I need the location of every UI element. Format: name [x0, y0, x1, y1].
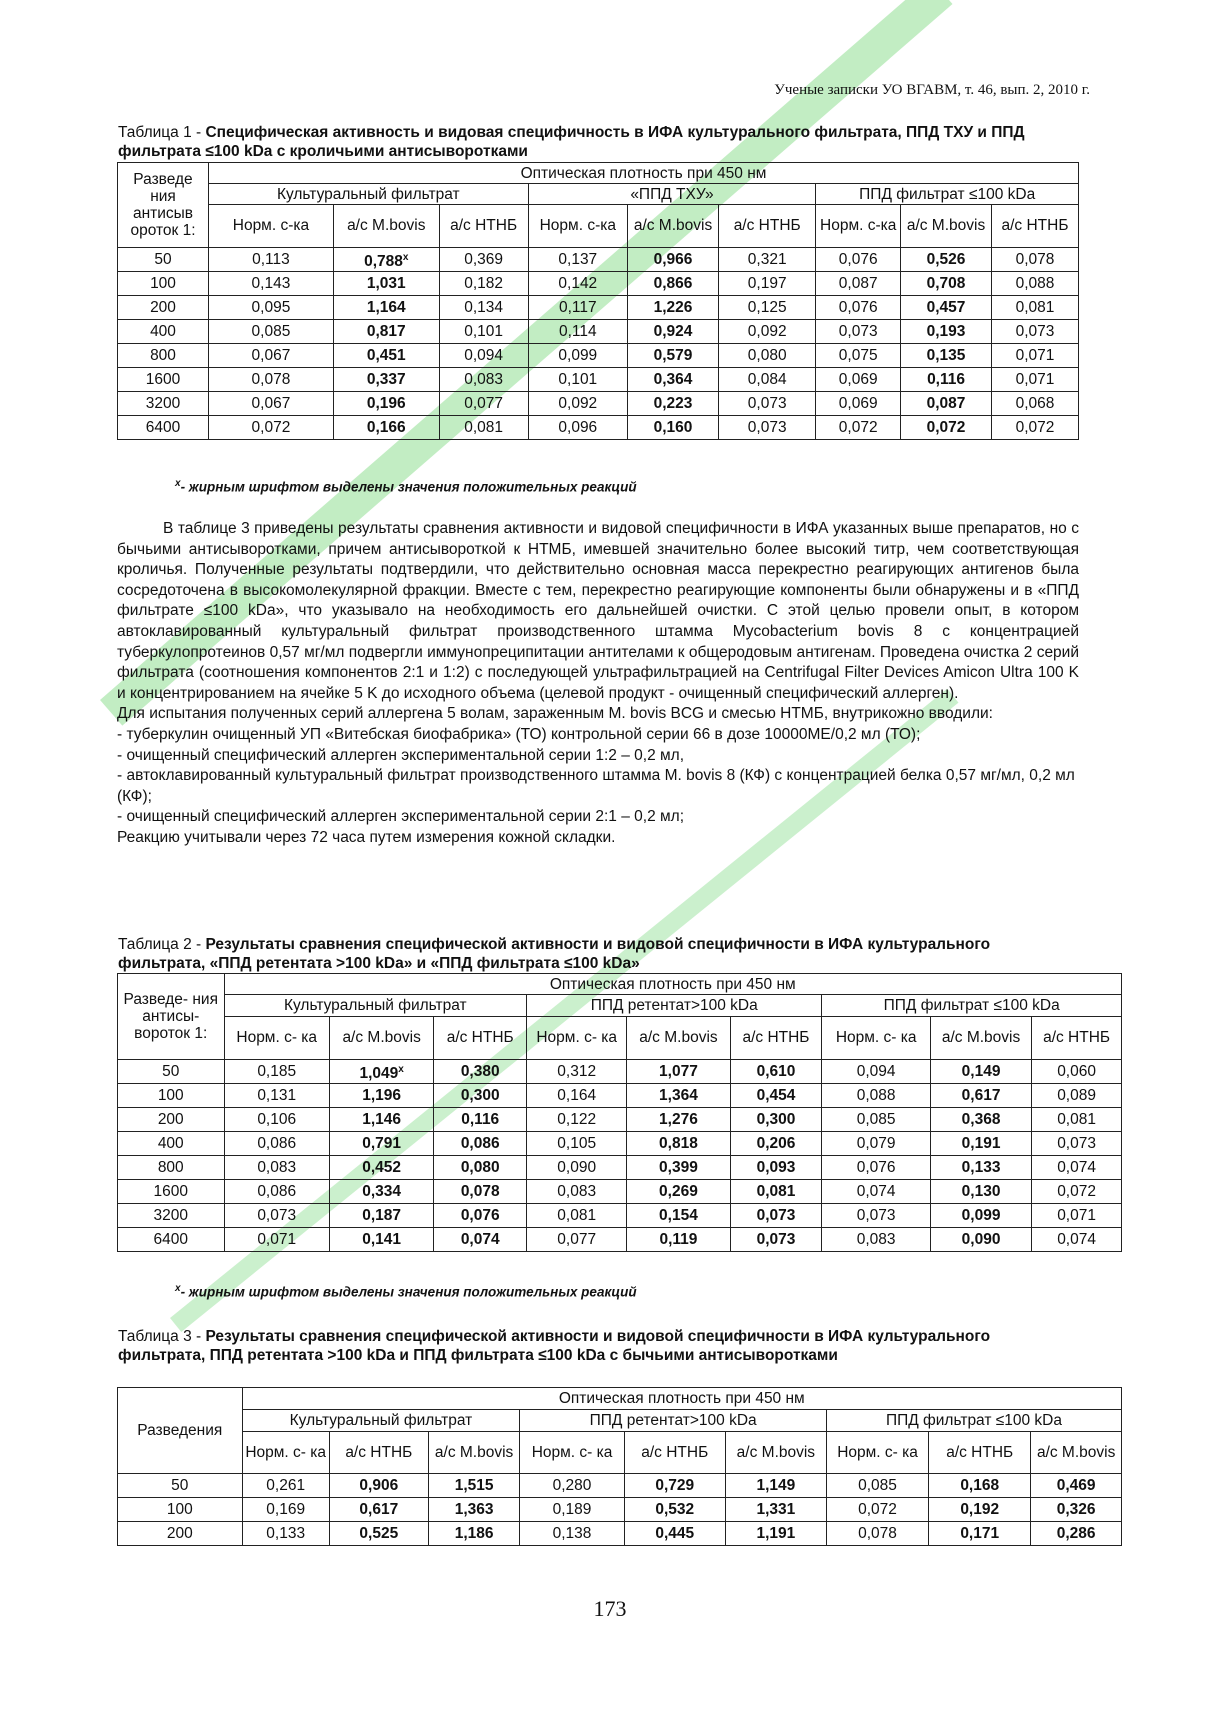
value-cell: 0,071 — [992, 368, 1079, 392]
value-cell: 0,197 — [719, 272, 816, 296]
dilution-cell: 200 — [118, 1108, 225, 1132]
value-cell: 0,817 — [333, 320, 439, 344]
value-cell: 0,154 — [627, 1204, 730, 1228]
value-cell: 0,300 — [434, 1084, 527, 1108]
value-cell: 0,076 — [822, 1156, 931, 1180]
value-cell: 0,171 — [929, 1522, 1031, 1546]
value-cell: 0,610 — [730, 1060, 822, 1084]
value-cell: 0,369 — [439, 248, 528, 272]
value-cell: 0,083 — [527, 1180, 627, 1204]
value-cell: 0,117 — [528, 296, 627, 320]
value-cell: 0,532 — [624, 1498, 725, 1522]
value-cell: 0,729 — [624, 1474, 725, 1498]
value-cell: 0,114 — [528, 320, 627, 344]
sub-header-cell: а/с НТНБ — [439, 205, 528, 248]
value-cell: 0,133 — [242, 1522, 329, 1546]
table-row — [118, 1522, 1122, 1546]
table-row — [118, 272, 1079, 296]
value-cell: 0,452 — [329, 1156, 433, 1180]
table-header-row — [118, 184, 1079, 205]
table2-caption: Таблица 2 - Результаты сравнения специфической активности и видовой специфичности в ИФА культурального фильтрата, «ППД ретентата >100 kDa» и «ППД фильтрата ≤100 kDa» — [118, 936, 991, 972]
dilution-cell: 200 — [118, 1522, 243, 1546]
group-header-cell: Культуральный фильтрат — [242, 1410, 520, 1432]
value-cell: 0,083 — [439, 368, 528, 392]
value-cell: 0,143 — [209, 272, 334, 296]
sub-header-cell: а/с НТНБ — [329, 1432, 428, 1474]
table-header-row — [118, 163, 1079, 184]
table1-footnote: $^x$- жирным шрифтом выделены значения положительных реакций — [175, 478, 637, 495]
value-cell: 0,080 — [434, 1156, 527, 1180]
group-header-cell: ППД фильтрат ≤100 kDa — [816, 184, 1079, 205]
value-cell: 0,269 — [627, 1180, 730, 1204]
value-cell: 0,090 — [930, 1228, 1031, 1252]
table-row — [118, 392, 1079, 416]
value-cell: 0,073 — [719, 416, 816, 440]
value-cell: 0,525 — [329, 1522, 428, 1546]
body-text — [117, 519, 1079, 849]
value-cell: 0,067 — [209, 344, 334, 368]
value-cell: 0,106 — [224, 1108, 329, 1132]
value-cell: 0,380 — [434, 1060, 527, 1084]
value-cell: 0,189 — [520, 1498, 624, 1522]
value-cell: 0,164 — [527, 1084, 627, 1108]
value-cell: 0,818 — [627, 1132, 730, 1156]
table3 — [117, 1387, 1122, 1546]
value-cell: 0,095 — [209, 296, 334, 320]
value-cell: 0,089 — [1032, 1084, 1122, 1108]
dilution-cell: 50 — [118, 1060, 225, 1084]
value-cell: 0,300 — [730, 1108, 822, 1132]
value-cell: 0,088 — [992, 272, 1079, 296]
value-cell: 0,187 — [329, 1204, 433, 1228]
table-row — [118, 416, 1079, 440]
sub-header-cell: а/с M.bovis — [628, 205, 719, 248]
value-cell: 0,079 — [822, 1132, 931, 1156]
value-cell: 0,081 — [992, 296, 1079, 320]
sub-header-cell: Норм. с- ка — [520, 1432, 624, 1474]
value-cell: 0,085 — [822, 1108, 931, 1132]
dilution-cell: 3200 — [118, 392, 209, 416]
sub-header-cell: Норм. с- ка — [527, 1017, 627, 1060]
sub-header-cell: а/с M.bovis — [428, 1432, 520, 1474]
value-cell: 0,866 — [628, 272, 719, 296]
value-cell: 1,191 — [725, 1522, 826, 1546]
value-cell: 0,312 — [527, 1060, 627, 1084]
table-header-row — [118, 1410, 1122, 1432]
table-row — [118, 1498, 1122, 1522]
value-cell: 0,087 — [816, 272, 901, 296]
value-cell: 0,457 — [901, 296, 992, 320]
sub-header-cell: а/с НТНБ — [730, 1017, 822, 1060]
value-cell: 0,788$^x$ — [333, 248, 439, 272]
sub-header-cell: а/с НТНБ — [434, 1017, 527, 1060]
value-cell: 0,081 — [527, 1204, 627, 1228]
value-cell: 0,454 — [730, 1084, 822, 1108]
value-cell: 0,149 — [930, 1060, 1031, 1084]
value-cell: 0,133 — [930, 1156, 1031, 1180]
body-paragraph: В таблице 3 приведены результаты сравнения активности и видовой специфичности в ИФА указанных выше препаратов, но с бычьими антисыворотками, причем антисывороткой к НТМБ, имевшей значительно более высокий титр, чем соответствующая кроличья. Полученные результаты подтвердили, что действительно основная масса перекрестно реагирующих антигенов была сосредоточена в высокомолекулярной фракции. Вместе с тем, перекрестно реагирующие компоненты были обнаружены и в «ППД фильтрате ≤100 kDa», что указывало на необходимость его дальнейшей очистки. С этой целью провели опыт, в котором автоклавированный культуральный фильтрат производственного штамма Mycobacterium bovis 8 с концентрацией туберкулопротеинов 0,57 мг/мл подвергли иммунопреципитации антителами к общеродовым антигенам. Проведена очистка 2 серий фильтрата (соотношения компонентов 2:1 и 1:2) с последующей ультрафильтрацией на Centrifugal Filter Devices Amicon Ultra 100 K и концентрированием на ячейке 5 K до исходного объема (целевой продукт - очищенный специфический аллерген). — [117, 520, 1079, 702]
dilution-cell: 50 — [118, 248, 209, 272]
value-cell: 0,101 — [528, 368, 627, 392]
table-row — [118, 1180, 1122, 1204]
value-cell: 0,072 — [816, 416, 901, 440]
table-row — [118, 1228, 1122, 1252]
dilution-cell: 6400 — [118, 416, 209, 440]
value-cell: 0,526 — [901, 248, 992, 272]
table-header-row — [118, 995, 1122, 1017]
value-cell: 0,708 — [901, 272, 992, 296]
table-row — [118, 248, 1079, 272]
value-cell: 0,077 — [439, 392, 528, 416]
value-cell: 0,617 — [930, 1084, 1031, 1108]
table-header-row — [118, 1432, 1122, 1474]
table-row — [118, 1108, 1122, 1132]
value-cell: 0,445 — [624, 1522, 725, 1546]
body-line: - очищенный специфический аллерген экспериментальной серии 1:2 – 0,2 мл, — [117, 746, 685, 764]
table-header-row — [118, 1388, 1122, 1410]
value-cell: 0,113 — [209, 248, 334, 272]
value-cell: 1,331 — [725, 1498, 826, 1522]
page-number: 173 — [593, 1596, 627, 1621]
value-cell: 0,087 — [901, 392, 992, 416]
value-cell: 0,085 — [826, 1474, 928, 1498]
value-cell: 0,185 — [224, 1060, 329, 1084]
value-cell: 0,085 — [209, 320, 334, 344]
value-cell: 0,071 — [992, 344, 1079, 368]
group-header-cell: ППД ретентат>100 kDa — [520, 1410, 827, 1432]
value-cell: 1,364 — [627, 1084, 730, 1108]
value-cell: 0,074 — [822, 1180, 931, 1204]
group-header-cell: Культуральный фильтрат — [209, 184, 529, 205]
dilution-cell: 3200 — [118, 1204, 225, 1228]
sub-header-cell: а/с НТНБ — [929, 1432, 1031, 1474]
dilution-cell: 400 — [118, 320, 209, 344]
value-cell: 0,321 — [719, 248, 816, 272]
value-cell: 0,068 — [992, 392, 1079, 416]
table-row — [118, 1474, 1122, 1498]
value-cell: 0,191 — [930, 1132, 1031, 1156]
row-header-cell: Разведе ния антисыв ороток 1: — [118, 163, 209, 248]
value-cell: 0,073 — [1032, 1132, 1122, 1156]
dilution-cell: 100 — [118, 1498, 243, 1522]
value-cell: 0,076 — [816, 296, 901, 320]
table2-footnote: $^x$- жирным шрифтом выделены значения положительных реакций — [175, 1283, 637, 1300]
value-cell: 0,966 — [628, 248, 719, 272]
row-header-cell: Разведения — [118, 1388, 243, 1474]
value-cell: 0,368 — [930, 1108, 1031, 1132]
value-cell: 0,094 — [439, 344, 528, 368]
value-cell: 0,088 — [822, 1084, 931, 1108]
value-cell: 1,196 — [329, 1084, 433, 1108]
dilution-cell: 200 — [118, 296, 209, 320]
value-cell: 0,125 — [719, 296, 816, 320]
value-cell: 0,073 — [730, 1204, 822, 1228]
value-cell: 0,084 — [719, 368, 816, 392]
value-cell: 0,337 — [333, 368, 439, 392]
sub-header-cell: Норм. с- ка — [822, 1017, 931, 1060]
top-header-cell: Оптическая плотность при 450 нм — [224, 974, 1122, 995]
sub-header-cell: Норм. с- ка — [242, 1432, 329, 1474]
value-cell: 0,078 — [992, 248, 1079, 272]
table-row — [118, 1156, 1122, 1180]
sub-header-cell: а/с M.bovis — [333, 205, 439, 248]
dilution-cell: 100 — [118, 272, 209, 296]
value-cell: 0,071 — [1032, 1204, 1122, 1228]
value-cell: 0,280 — [520, 1474, 624, 1498]
value-cell: 0,206 — [730, 1132, 822, 1156]
sub-header-cell: а/с M.bovis — [930, 1017, 1031, 1060]
table-row — [118, 1204, 1122, 1228]
value-cell: 1,049$^x$ — [329, 1060, 433, 1084]
table-header-row — [118, 205, 1079, 248]
value-cell: 0,142 — [528, 272, 627, 296]
value-cell: 0,093 — [730, 1156, 822, 1180]
sub-header-cell: а/с M.bovis — [627, 1017, 730, 1060]
value-cell: 0,334 — [329, 1180, 433, 1204]
value-cell: 0,074 — [1032, 1228, 1122, 1252]
group-header-cell: ППД ретентат>100 kDa — [527, 995, 822, 1017]
value-cell: 0,791 — [329, 1132, 433, 1156]
value-cell: 0,223 — [628, 392, 719, 416]
sub-header-cell: а/с M.bovis — [901, 205, 992, 248]
value-cell: 0,073 — [822, 1204, 931, 1228]
value-cell: 0,080 — [719, 344, 816, 368]
table2 — [117, 973, 1122, 1252]
value-cell: 0,116 — [434, 1108, 527, 1132]
top-header-cell: Оптическая плотность при 450 нм — [209, 163, 1079, 184]
value-cell: 0,166 — [333, 416, 439, 440]
table-row — [118, 1132, 1122, 1156]
value-cell: 0,060 — [1032, 1060, 1122, 1084]
journal-header: Ученые записки УО ВГАВМ, т. 46, вып. 2, 2010 г. — [774, 82, 1090, 98]
value-cell: 0,078 — [826, 1522, 928, 1546]
value-cell: 0,086 — [434, 1132, 527, 1156]
value-cell: 0,131 — [224, 1084, 329, 1108]
dilution-cell: 800 — [118, 1156, 225, 1180]
value-cell: 0,169 — [242, 1498, 329, 1522]
value-cell: 1,146 — [329, 1108, 433, 1132]
sub-header-cell: а/с M.bovis — [725, 1432, 826, 1474]
sub-header-cell: Норм. с- ка — [224, 1017, 329, 1060]
value-cell: 1,186 — [428, 1522, 520, 1546]
value-cell: 0,101 — [439, 320, 528, 344]
sub-header-cell: а/с M.bovis — [1031, 1432, 1122, 1474]
value-cell: 0,074 — [1032, 1156, 1122, 1180]
table-row — [118, 320, 1079, 344]
sub-header-cell: Норм. с-ка — [528, 205, 627, 248]
value-cell: 0,261 — [242, 1474, 329, 1498]
row-header-cell: Разведе- ния антисы- вороток 1: — [118, 974, 225, 1060]
value-cell: 0,092 — [719, 320, 816, 344]
value-cell: 0,083 — [224, 1156, 329, 1180]
value-cell: 0,081 — [439, 416, 528, 440]
table-row — [118, 1060, 1122, 1084]
value-cell: 0,116 — [901, 368, 992, 392]
table1-caption: Таблица 1 - Специфическая активность и видовая специфичность в ИФА культурального фильтрата, ППД ТХУ и ППД фильтрата ≤100 kDa с кроличьими антисыворотками — [118, 124, 1025, 160]
sub-header-cell: а/с НТНБ — [992, 205, 1079, 248]
table-header-row — [118, 974, 1122, 995]
value-cell: 1,149 — [725, 1474, 826, 1498]
value-cell: 0,182 — [439, 272, 528, 296]
value-cell: 0,073 — [992, 320, 1079, 344]
dilution-cell: 50 — [118, 1474, 243, 1498]
table-header-row — [118, 1017, 1122, 1060]
body-line: - туберкулин очищенный УП «Витебская биофабрика» (ТО) контрольной серии 66 в дозе 10000МЕ/0,2 мл (ТО); — [117, 725, 921, 743]
value-cell: 0,099 — [930, 1204, 1031, 1228]
value-cell: 0,086 — [224, 1132, 329, 1156]
value-cell: 0,071 — [224, 1228, 329, 1252]
sub-header-cell: Норм. с-ка — [209, 205, 334, 248]
sub-header-cell: а/с M.bovis — [329, 1017, 433, 1060]
body-line: - автоклавированный культуральный фильтрат производственного штамма M. bovis 8 (КФ) с концентрацией белка 0,57 мг/мл, 0,2 мл (КФ); — [117, 767, 1075, 805]
dilution-cell: 100 — [118, 1084, 225, 1108]
value-cell: 0,924 — [628, 320, 719, 344]
sub-header-cell: а/с НТНБ — [1032, 1017, 1122, 1060]
value-cell: 0,072 — [826, 1498, 928, 1522]
value-cell: 0,469 — [1031, 1474, 1122, 1498]
table3-caption: Таблица 3 - Результаты сравнения специфической активности и видовой специфичности в ИФА культурального фильтрата, ППД ретентата >100 kDa и ППД фильтрата ≤100 kDa с бычьими антисыворотками — [118, 1328, 991, 1364]
value-cell: 0,067 — [209, 392, 334, 416]
dilution-cell: 1600 — [118, 368, 209, 392]
value-cell: 0,072 — [209, 416, 334, 440]
value-cell: 0,196 — [333, 392, 439, 416]
value-cell: 0,138 — [520, 1522, 624, 1546]
table1 — [117, 162, 1079, 440]
value-cell: 1,515 — [428, 1474, 520, 1498]
value-cell: 1,164 — [333, 296, 439, 320]
value-cell: 0,092 — [528, 392, 627, 416]
table-row — [118, 368, 1079, 392]
value-cell: 0,119 — [627, 1228, 730, 1252]
value-cell: 0,192 — [929, 1498, 1031, 1522]
value-cell: 1,226 — [628, 296, 719, 320]
value-cell: 0,193 — [901, 320, 992, 344]
value-cell: 0,122 — [527, 1108, 627, 1132]
value-cell: 0,286 — [1031, 1522, 1122, 1546]
value-cell: 0,617 — [329, 1498, 428, 1522]
body-line: Реакцию учитывали через 72 часа путем измерения кожной складки. — [117, 828, 616, 846]
group-header-cell: Культуральный фильтрат — [224, 995, 527, 1017]
value-cell: 0,137 — [528, 248, 627, 272]
top-header-cell: Оптическая плотность при 450 нм — [242, 1388, 1121, 1410]
value-cell: 0,073 — [719, 392, 816, 416]
sub-header-cell: Норм. с-ка — [816, 205, 901, 248]
sub-header-cell: а/с НТНБ — [719, 205, 816, 248]
value-cell: 0,072 — [992, 416, 1079, 440]
value-cell: 0,105 — [527, 1132, 627, 1156]
group-header-cell: ППД фильтрат ≤100 kDa — [826, 1410, 1121, 1432]
value-cell: 0,130 — [930, 1180, 1031, 1204]
footnote-marker: x — [402, 252, 409, 263]
body-line: - очищенный специфический аллерген экспериментальной серии 2:1 – 0,2 мл; — [117, 808, 685, 826]
value-cell: 0,074 — [434, 1228, 527, 1252]
value-cell: 0,081 — [730, 1180, 822, 1204]
value-cell: 0,073 — [816, 320, 901, 344]
footnote-marker: x — [398, 1064, 404, 1075]
dilution-cell: 6400 — [118, 1228, 225, 1252]
value-cell: 0,072 — [901, 416, 992, 440]
value-cell: 1,276 — [627, 1108, 730, 1132]
value-cell: 0,326 — [1031, 1498, 1122, 1522]
value-cell: 0,906 — [329, 1474, 428, 1498]
value-cell: 0,099 — [528, 344, 627, 368]
value-cell: 0,135 — [901, 344, 992, 368]
group-header-cell: ППД фильтрат ≤100 kDa — [822, 995, 1122, 1017]
value-cell: 1,031 — [333, 272, 439, 296]
table-row — [118, 344, 1079, 368]
value-cell: 1,077 — [627, 1060, 730, 1084]
value-cell: 0,168 — [929, 1474, 1031, 1498]
value-cell: 0,364 — [628, 368, 719, 392]
table-row — [118, 296, 1079, 320]
dilution-cell: 1600 — [118, 1180, 225, 1204]
table-row — [118, 1084, 1122, 1108]
sub-header-cell: Норм. с- ка — [826, 1432, 928, 1474]
value-cell: 0,160 — [628, 416, 719, 440]
value-cell: 0,451 — [333, 344, 439, 368]
value-cell: 1,363 — [428, 1498, 520, 1522]
value-cell: 0,134 — [439, 296, 528, 320]
value-cell: 0,069 — [816, 392, 901, 416]
value-cell: 0,069 — [816, 368, 901, 392]
value-cell: 0,078 — [209, 368, 334, 392]
value-cell: 0,081 — [1032, 1108, 1122, 1132]
value-cell: 0,083 — [822, 1228, 931, 1252]
value-cell: 0,072 — [1032, 1180, 1122, 1204]
value-cell: 0,141 — [329, 1228, 433, 1252]
value-cell: 0,086 — [224, 1180, 329, 1204]
group-header-cell: «ППД ТХУ» — [528, 184, 816, 205]
value-cell: 0,076 — [434, 1204, 527, 1228]
value-cell: 0,077 — [527, 1228, 627, 1252]
value-cell: 0,073 — [224, 1204, 329, 1228]
value-cell: 0,090 — [527, 1156, 627, 1180]
value-cell: 0,399 — [627, 1156, 730, 1180]
value-cell: 0,073 — [730, 1228, 822, 1252]
value-cell: 0,075 — [816, 344, 901, 368]
dilution-cell: 800 — [118, 344, 209, 368]
body-line: Для испытания полученных серий аллергена 5 волам, зараженным M. bovis BCG и смесью НТМБ, внутрикожно вводили: — [117, 705, 993, 723]
dilution-cell: 400 — [118, 1132, 225, 1156]
value-cell: 0,094 — [822, 1060, 931, 1084]
value-cell: 0,078 — [434, 1180, 527, 1204]
value-cell: 0,579 — [628, 344, 719, 368]
value-cell: 0,076 — [816, 248, 901, 272]
value-cell: 0,096 — [528, 416, 627, 440]
sub-header-cell: а/с НТНБ — [624, 1432, 725, 1474]
